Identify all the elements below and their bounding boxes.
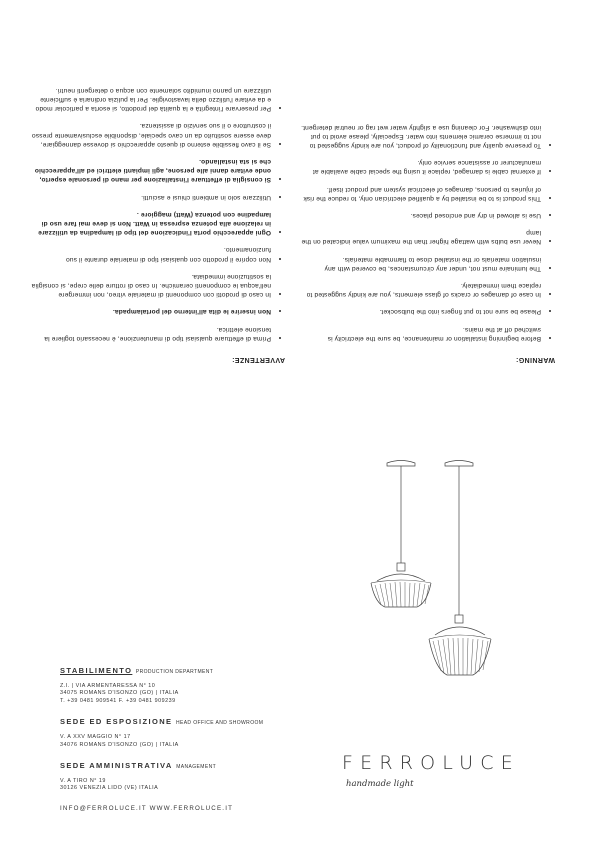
warning-it-item: • Se il cavo flessibile esterno di questo apparecchio si dovesse danneggiare, deve essere sostituito da un cavo speciale, disponibile esclusivamente presso il costruttore o il suo servizio di assistenza. (30, 121, 271, 149)
warning-it-list (30, 86, 285, 343)
management-block (60, 761, 320, 793)
plant-subtitle: PRODUCTION DEPARTMENT (135, 669, 214, 675)
warning-it-item: • Non coprire il prodotto con qualsiasi tipo di materiale durante il suo funzionamento. (30, 245, 271, 263)
lamp-large-drawing (429, 461, 491, 676)
plant-address-line: 34075 ROMANS D'ISONZO (GO) | ITALIA (60, 690, 179, 697)
warning-it-item: • Per preservare l'integrità e la qualità del prodotto, si esorta a particolar modo e da evitare l'utilizzo della lavastoviglie. Per la pulizia ordinaria è sufficiente utilizzare un panno inumidito solamente con acqua o detergenti neutri. (30, 86, 271, 114)
management-heading (60, 761, 320, 770)
brand-tagline: handmade light (346, 779, 414, 789)
warning-en-item: • In case of damages or cracks of glass elements, you are kindly suggested to replace them immediately. (300, 281, 541, 299)
warning-it-item: • Si consiglia di effettuare l'installazione per mano di personale esperto, onde evitare danni alle persone, agli impianti elettrici ed all'apparecchio che si sta installando. (30, 157, 271, 185)
plant-title: STABILIMENTO (60, 666, 133, 675)
warning-it-item: • Prima di effettuare qualsiasi tipo di manutenzione, è necessario togliere la tensione elettrica. (30, 324, 271, 342)
warning-en-item: • Never use bulbs with wattage higher than the maximum value indicated on the lamp (300, 228, 541, 246)
management-address-line: 30126 VENEZIA LIDO (VE) ITALIA (60, 785, 159, 792)
warning-it-item: • Ogni apparecchio porta l'indicazione del tipo di lampadina da utilizzare in relazione alla potenza espressa in Watt. Non si deve mai fare uso di lampadine con potenza (Watt) maggiore . (30, 210, 271, 238)
contact-line[interactable]: INFO@FERROLUCE.IT WWW.FERROLUCE.IT (60, 804, 234, 812)
showroom-subtitle: HEAD OFFICE AND SHOWROOM (175, 720, 264, 727)
warning-it-item: • Non inserire le dita all'interno del portalampada. (30, 307, 271, 316)
warning-it-item: • In caso di prodotti con componenti di materiale vitreo, non immergere nell'acqua le componenti ceramiche. In caso di rotture delle crepe, si consiglia la sostituzione immediata. (30, 272, 271, 300)
plant-heading (60, 666, 320, 675)
management-subtitle: MANAGEMENT (176, 764, 217, 771)
warning-en-item: • Use is allowed in dry and enclosed places. (300, 211, 541, 220)
warning-en-item: • The luminaire must not, under any circumstances, be covered with any insulation materials or the installed close to flammable materials. (300, 254, 541, 272)
warning-en-item: • To preserve quality and functionality of product, you are kindly suggested to not to immerse ceramic elements into water. Especially, please avoid to put into dishwasher. For cleaning use a slightly water wet rag or neutral detergent. (300, 122, 541, 150)
brand-name: FERROLUCE (342, 752, 520, 774)
warning-en-list (300, 122, 555, 342)
showroom-address-line: 34076 ROMANS D'ISONZO (GO) | ITALIA (60, 741, 179, 748)
brand-logo (342, 752, 552, 789)
warning-it-column (30, 78, 285, 364)
warning-en-item: • This product is to be installed by a qualified electrician only, to reduce the risk of injuries to persons, damages of electrical system and product itself. (300, 184, 541, 202)
warning-en-item: • If external cable is damaged, replace it using the special cable available at manufacturer or assistance service only. (300, 158, 541, 176)
showroom-heading (60, 717, 320, 726)
showroom-address-line: V. A XXV MAGGIO N° 17 (60, 734, 131, 741)
warning-it-item: • Utilizzare solo in ambienti chiusi e asciutti. (30, 192, 271, 201)
warning-en-item: • Before beginning installation or maintenance, be sure the electricity is switched off at the mains. (300, 324, 541, 342)
warning-en-heading: WARNING: (515, 356, 555, 363)
showroom-block (60, 717, 320, 749)
pendant-lamps-illustration (355, 455, 515, 705)
warning-en-column (300, 114, 555, 364)
company-info (60, 666, 320, 812)
showroom-title: SEDE ED ESPOSIZIONE (60, 717, 173, 727)
rotated-warnings-block (0, 0, 595, 400)
management-address-line: V. A TIRO N° 19 (60, 778, 106, 785)
warning-it-heading: AVVERTENZE: (231, 356, 285, 363)
plant-phone-line: T. +39 0481 909541 F. +39 0481 909239 (60, 697, 176, 704)
plant-address-line: Z.I. | VIA ARMENTARESSA N° 10 (60, 683, 156, 689)
warning-en-item: • Please be sure not to put fingers into the bulbsocket. (300, 307, 541, 316)
management-title: SEDE AMMINISTRATIVA (60, 761, 173, 771)
lamp-small-drawing (371, 461, 431, 608)
plant-block (60, 666, 320, 705)
